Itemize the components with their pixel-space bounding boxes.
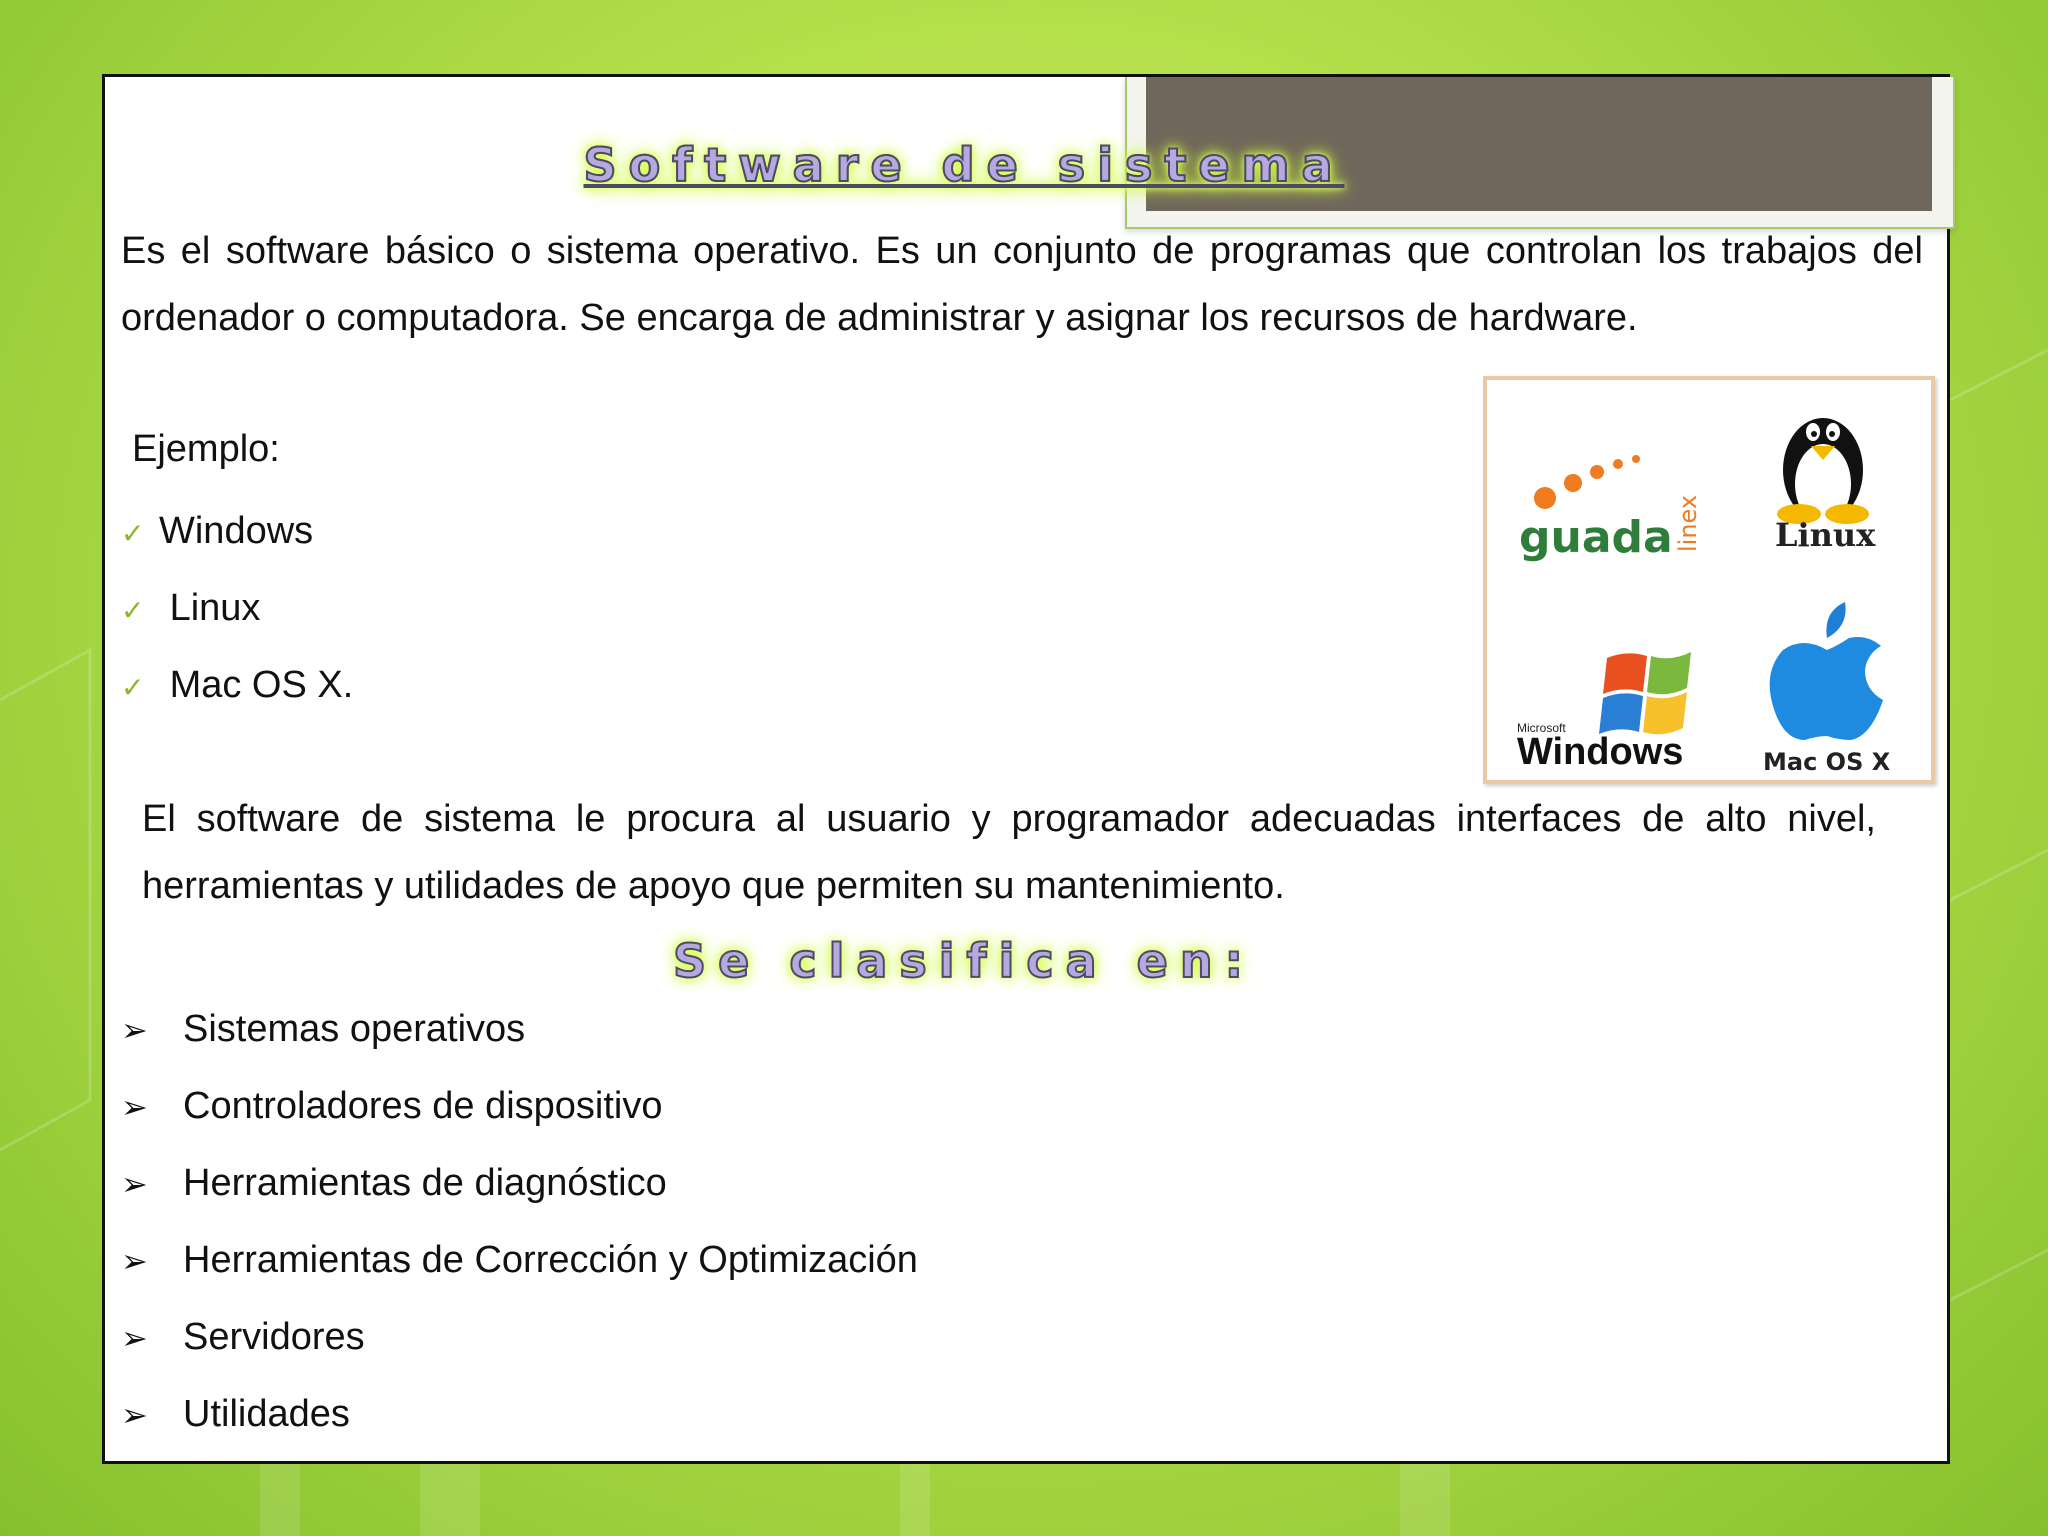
arrow-bullet-icon: ➢ <box>121 1397 148 1433</box>
example-linux: Linux <box>169 587 261 629</box>
linux-logo <box>1775 418 1876 554</box>
intro-paragraph: Es el software básico o sistema operativo. Es un conjunto de programas que controlan los trabajos del ordenador o computadora. Se encarga de administrar y asignar los recursos de hardware. <box>121 230 1923 339</box>
list-item <box>121 1008 525 1051</box>
check-mark-icon: ✓ <box>121 518 145 549</box>
arrow-bullet-icon: ➢ <box>121 1012 148 1048</box>
example-label: Ejemplo: <box>132 428 280 470</box>
list-item <box>121 1316 365 1359</box>
arrow-bullet-icon: ➢ <box>121 1089 148 1125</box>
guadalinex-side-text: linex <box>1674 494 1702 552</box>
windows-text: Windows <box>1517 731 1684 773</box>
list-item <box>121 1085 663 1128</box>
example-mac: Mac OS X. <box>169 664 354 706</box>
arrow-bullet-icon: ➢ <box>121 1166 148 1202</box>
list-item <box>121 587 260 630</box>
mac-text: Mac OS X <box>1763 748 1891 776</box>
category-label: Utilidades <box>183 1393 350 1435</box>
category-label: Servidores <box>183 1316 365 1358</box>
list-item <box>121 1239 918 1282</box>
arrow-bullet-icon: ➢ <box>121 1320 148 1356</box>
windows-microsoft-text: Microsoft <box>1517 721 1566 735</box>
category-label: Herramientas de diagnóstico <box>183 1162 667 1204</box>
description-paragraph: El software de sistema le procura al usuario y programador adecuadas interfaces de alto nivel, herramientas y utilidades de apoyo que permiten su mantenimiento. <box>142 798 1876 907</box>
check-mark-icon: ✓ <box>121 672 145 703</box>
category-label: Herramientas de Corrección y Optimización <box>183 1239 918 1281</box>
list-item <box>121 664 353 707</box>
category-label: Sistemas operativos <box>183 1008 526 1050</box>
linux-text: Linux <box>1775 516 1876 554</box>
os-logos-svg <box>1487 380 1931 780</box>
list-item <box>121 1162 667 1205</box>
list-item <box>121 1393 350 1436</box>
guadalinex-logo <box>1519 455 1702 563</box>
apple-logo <box>1763 602 1891 776</box>
example-windows: Windows <box>159 510 314 552</box>
category-label: Controladores de dispositivo <box>183 1085 663 1127</box>
check-mark-icon: ✓ <box>121 595 145 626</box>
os-logos-image <box>1483 376 1935 784</box>
list-item <box>121 510 313 553</box>
slide-title: Software de sistema <box>583 138 1345 192</box>
arrow-bullet-icon: ➢ <box>121 1243 148 1279</box>
guadalinex-text: guada <box>1519 512 1673 563</box>
section-heading: Se clasifica en: <box>672 934 1255 988</box>
windows-logo <box>1517 652 1691 773</box>
